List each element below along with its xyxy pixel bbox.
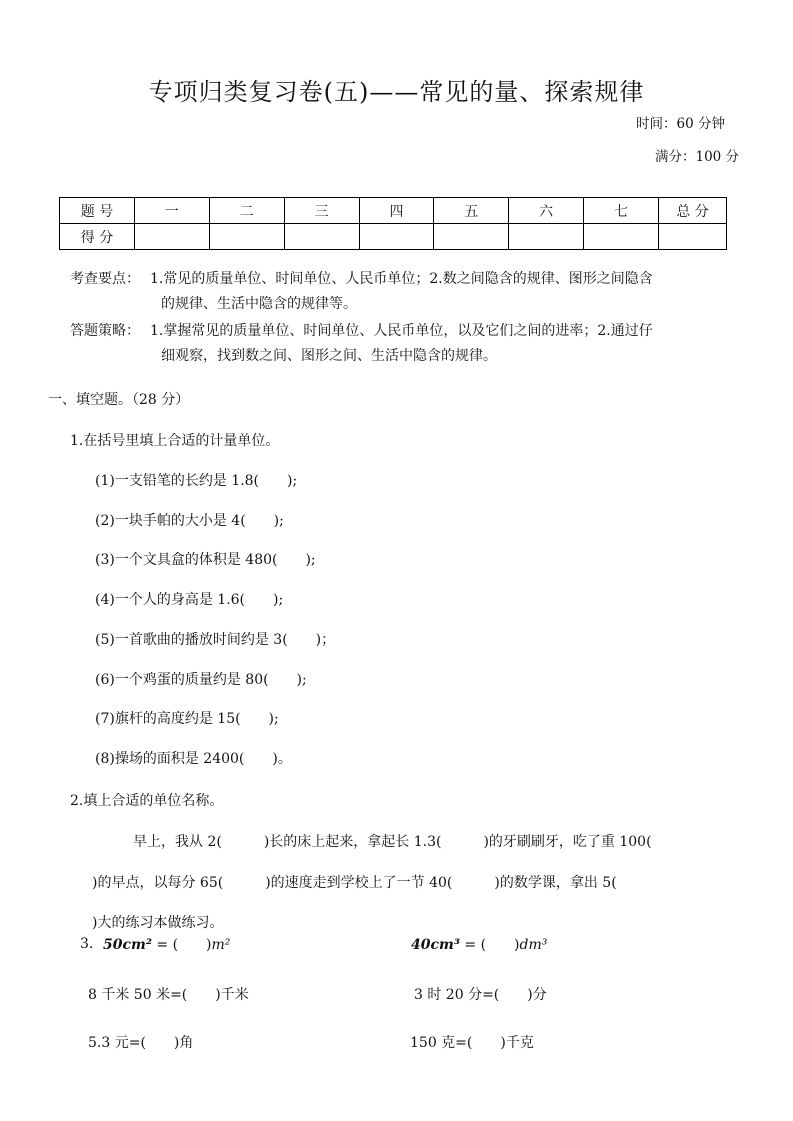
q3-a xyxy=(103,934,230,954)
q2-line2: )的早点，以每分 65( )的速度走到学校上了一节 40( )的数学课，拿出 5( xyxy=(92,875,617,891)
q3-number: 3. xyxy=(80,936,94,952)
score-cell[interactable] xyxy=(209,224,284,250)
header-cell: 四 xyxy=(359,198,434,224)
q2-line3: )大的练习本做练习。 xyxy=(92,915,224,931)
q3-b-left: 40cm³ xyxy=(411,937,460,953)
score-table-header-row xyxy=(60,198,727,224)
score-cell[interactable] xyxy=(359,224,434,250)
header-cell: 总 分 xyxy=(659,198,727,224)
header-cell: 二 xyxy=(209,198,284,224)
q3-f: 150 克=( )千克 xyxy=(410,1035,534,1051)
header-cell: 六 xyxy=(509,198,584,224)
q3-b-right: dm³ xyxy=(519,937,548,953)
section1-heading: 一、填空题。（28 分） xyxy=(48,392,190,408)
strategy-label: 答题策略： xyxy=(70,323,140,339)
score-cell[interactable] xyxy=(659,224,727,250)
q3-b xyxy=(411,934,547,954)
q1-item: (4)一个人的身高是 1.6( ); xyxy=(95,592,284,608)
page-title: 专项归类复习卷(五)——常见的量、探索规律 xyxy=(148,78,645,106)
header-cell: 三 xyxy=(284,198,359,224)
q3-c: 8 千米 50 米=( )千米 xyxy=(88,987,249,1003)
row-label: 得 分 xyxy=(60,224,135,250)
time-limit: 时间：60 分钟 xyxy=(636,116,725,132)
q3-d: 3 时 20 分=( )分 xyxy=(414,987,547,1003)
header-cell: 一 xyxy=(135,198,210,224)
q1-item: (6)一个鸡蛋的质量约是 80( ); xyxy=(95,672,307,688)
header-cell: 七 xyxy=(584,198,659,224)
q3-a-right: m² xyxy=(211,937,231,953)
q1-item: (1)一支铅笔的长约是 1.8( ); xyxy=(95,473,298,489)
q2-stem: 2.填上合适的单位名称。 xyxy=(70,793,224,809)
q1-stem: 1.在括号里填上合适的计量单位。 xyxy=(70,433,280,449)
score-cell[interactable] xyxy=(135,224,210,250)
header-cell: 题 号 xyxy=(60,198,135,224)
q2-line1: 早上，我从 2( )长的床上起来，拿起长 1.3( )的牙刷刷牙，吃了重 100( xyxy=(133,834,652,850)
q3-a-left: 50cm² xyxy=(103,937,152,953)
q3-e: 5.3 元=( )角 xyxy=(88,1035,194,1051)
strategy-line1: 1.掌握常见的质量单位、时间单位、人民币单位，以及它们之间的进率；2.通过仔 xyxy=(150,323,653,339)
strategy-line2: 细观察，找到数之间、图形之间、生活中隐含的规律。 xyxy=(161,348,497,364)
score-cell[interactable] xyxy=(584,224,659,250)
q3-b-mid: = ( ) xyxy=(459,937,520,953)
score-table-score-row xyxy=(60,224,727,250)
q3-a-mid: = ( ) xyxy=(151,937,212,953)
full-score: 满分：100 分 xyxy=(655,149,740,165)
score-cell[interactable] xyxy=(284,224,359,250)
score-table xyxy=(59,197,727,250)
q1-item: (8)操场的面积是 2400( )。 xyxy=(95,751,292,767)
key-points-line2: 的规律、生活中隐含的规律等。 xyxy=(161,296,357,312)
key-points-label: 考查要点： xyxy=(70,271,140,287)
q1-item: (7)旗杆的高度约是 15( ); xyxy=(95,711,279,727)
score-cell[interactable] xyxy=(509,224,584,250)
q1-item: (3)一个文具盒的体积是 480( ); xyxy=(95,552,316,568)
header-cell: 五 xyxy=(434,198,509,224)
q1-item: (2)一块手帕的大小是 4( ); xyxy=(95,513,284,529)
q1-item: (5)一首歌曲的播放时间约是 3( )； xyxy=(95,632,336,648)
key-points-line1: 1.常见的质量单位、时间单位、人民币单位；2.数之间隐含的规律、图形之间隐含 xyxy=(150,271,653,287)
score-cell[interactable] xyxy=(434,224,509,250)
